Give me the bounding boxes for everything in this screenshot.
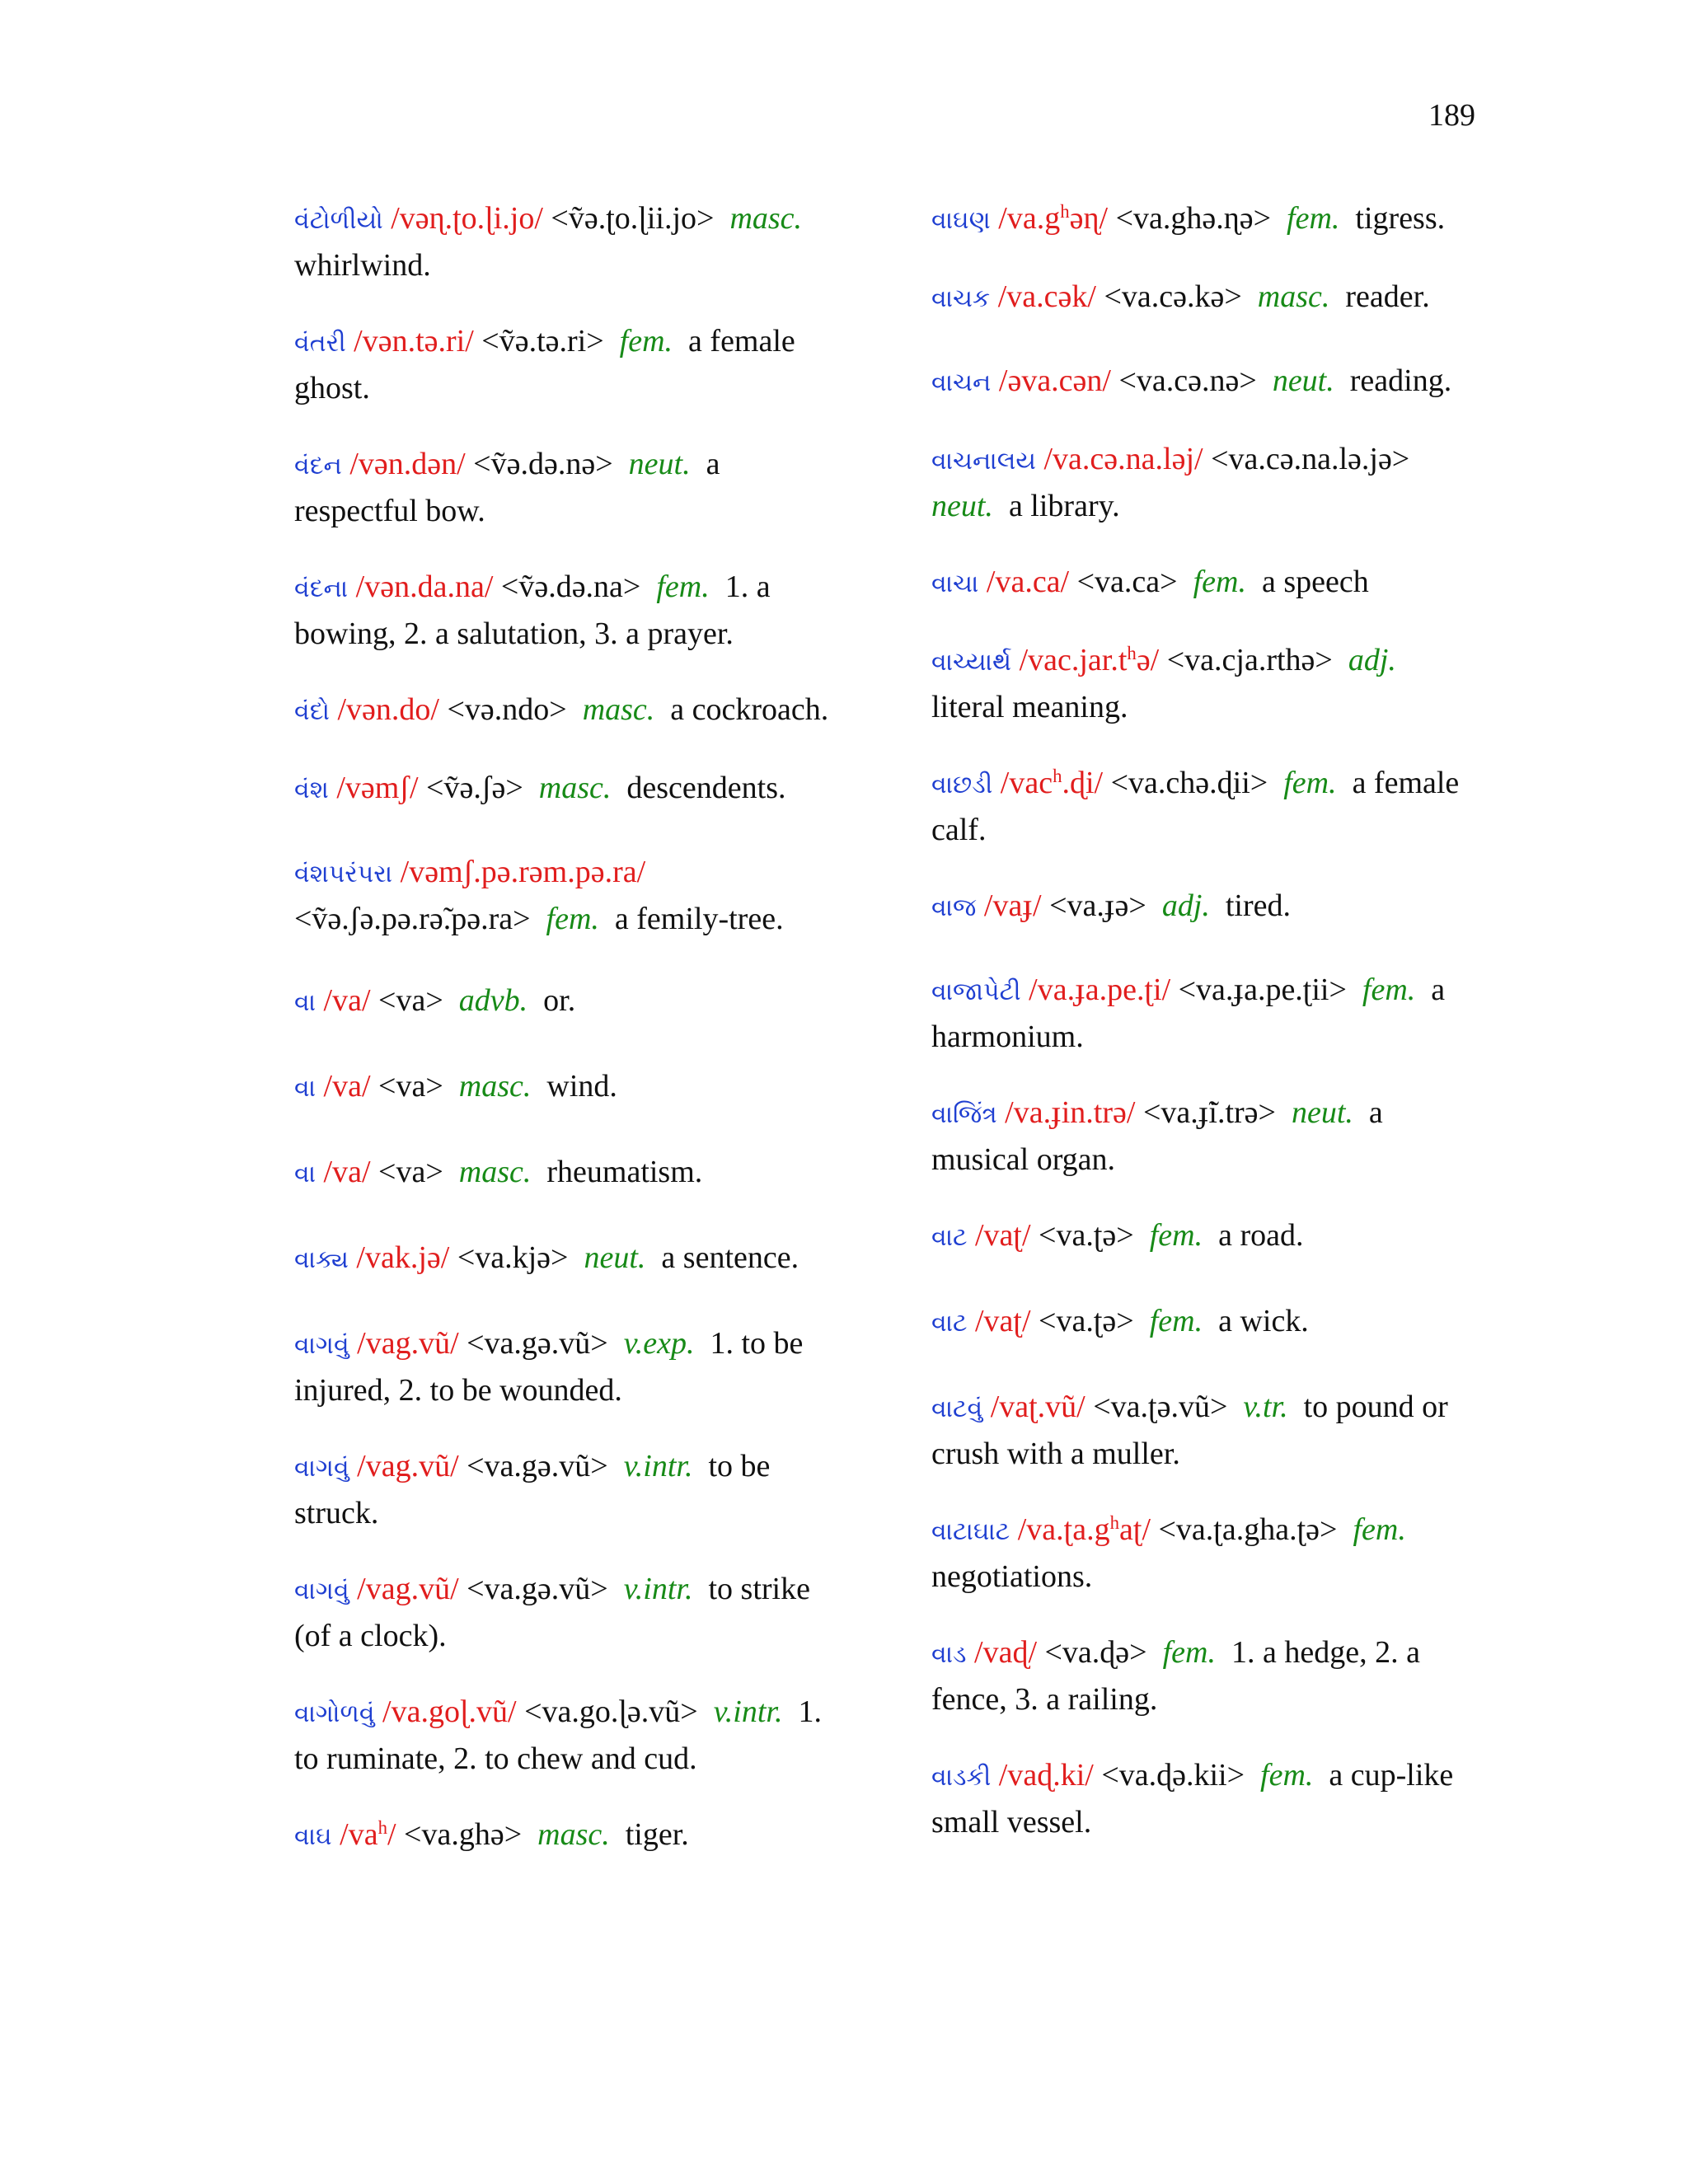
ipa-transcription	[357, 1572, 458, 1606]
dictionary-entry	[294, 1235, 842, 1282]
orthographic-form: <va>	[378, 1069, 443, 1104]
part-of-speech: fem.	[1193, 565, 1246, 599]
part-of-speech: neut.	[1291, 1095, 1353, 1130]
orthographic-form: <ṽə.ʃə>	[426, 771, 523, 805]
ipa-segment: /vag.vũ/	[357, 1449, 459, 1483]
part-of-speech: advb.	[458, 983, 528, 1018]
orthographic-form: <va.gə.vũ>	[467, 1572, 608, 1606]
ipa-superscript: h	[1053, 766, 1062, 787]
definition: to strike (of a clock).	[294, 1572, 810, 1653]
ipa-segment: /vaɖ/	[974, 1635, 1037, 1670]
ipa-segment: /va.ɟa.pe.ʈi/	[1029, 972, 1171, 1007]
definition: a femily-tree.	[614, 902, 784, 936]
ipa-transcription	[401, 855, 646, 889]
dictionary-entry	[294, 1812, 842, 1859]
orthographic-form: <va>	[378, 1155, 443, 1189]
part-of-speech: masc.	[458, 1069, 532, 1104]
definition: a cockroach.	[670, 692, 829, 727]
orthographic-form: <va.ʈə>	[1039, 1218, 1134, 1253]
part-of-speech: neut.	[1272, 363, 1334, 398]
orthographic-form: <va.go.ɭə.vũ>	[524, 1694, 698, 1729]
definition: or.	[543, 983, 576, 1018]
headword: વાચન	[931, 369, 992, 396]
headword: વાડ	[931, 1641, 967, 1668]
dictionary-entry	[931, 560, 1479, 607]
definition: a library.	[1008, 489, 1120, 523]
dictionary-entry	[294, 1690, 842, 1781]
ipa-transcription	[1001, 766, 1103, 800]
headword: વંશપરંપરા	[294, 860, 393, 888]
ipa-transcription	[340, 1817, 396, 1852]
dictionary-entry	[294, 196, 842, 288]
ipa-superscript: h	[1060, 201, 1070, 223]
ipa-segment: /va.g	[998, 201, 1061, 236]
ipa-transcription	[324, 1155, 371, 1189]
headword: વાછડી	[931, 771, 993, 799]
ipa-segment: /vaɖ.ki/	[998, 1758, 1094, 1793]
dictionary-entry	[931, 437, 1479, 528]
ipa-segment: /vac.jar.t	[1019, 643, 1128, 677]
definition: a road.	[1218, 1218, 1304, 1253]
headword: વાટ	[931, 1224, 968, 1251]
definition: a female calf.	[931, 766, 1460, 847]
ipa-transcription	[324, 1069, 371, 1104]
headword: વંશ	[294, 776, 329, 804]
part-of-speech: fem.	[1287, 201, 1340, 236]
page-number: 189	[1428, 98, 1475, 133]
ipa-transcription	[337, 692, 438, 727]
dictionary-entry	[294, 1567, 842, 1658]
ipa-transcription	[998, 201, 1108, 236]
definition: a sentence.	[661, 1240, 799, 1275]
headword: વાગવું	[294, 1455, 349, 1482]
orthographic-form: <va>	[378, 983, 443, 1018]
definition: a cup-like small vessel.	[931, 1758, 1454, 1840]
orthographic-form: <va.ɟa.pe.ʈii>	[1178, 972, 1347, 1007]
dictionary-entry	[931, 1090, 1479, 1182]
ipa-superscript: h	[1127, 643, 1137, 664]
dictionary-entry	[931, 1630, 1479, 1722]
part-of-speech: v.tr.	[1243, 1390, 1288, 1424]
dictionary-entry	[931, 638, 1479, 729]
headword: વા	[294, 1160, 316, 1188]
ipa-transcription	[999, 1758, 1094, 1793]
definition: reading.	[1349, 363, 1452, 398]
ipa-segment: /vən.do/	[337, 692, 439, 727]
ipa-transcription	[391, 201, 543, 236]
part-of-speech: fem.	[1162, 1635, 1216, 1670]
headword: વાજ	[931, 894, 977, 921]
headword: વાટવું	[931, 1395, 983, 1422]
dictionary-entry	[931, 968, 1479, 1059]
headword: વાગોળવું	[294, 1700, 375, 1727]
orthographic-form: <va.ca>	[1076, 565, 1178, 599]
orthographic-form: <va.gə.vũ>	[467, 1326, 608, 1361]
headword: વાક્ય	[294, 1246, 349, 1273]
ipa-transcription	[975, 1304, 1031, 1338]
headword: વાટ	[931, 1310, 968, 1337]
ipa-transcription	[336, 771, 418, 805]
dictionary-entry	[294, 565, 842, 656]
part-of-speech: masc.	[538, 771, 612, 805]
ipa-segment: /va/	[323, 983, 371, 1018]
ipa-segment: /va.goɭ.vũ/	[382, 1694, 517, 1729]
dictionary-entry	[294, 1064, 842, 1111]
ipa-segment: /va.ca/	[986, 565, 1070, 599]
ipa-transcription	[357, 1449, 458, 1483]
ipa-segment: /vag.vũ/	[357, 1572, 459, 1606]
definition: 1. a bowing, 2. a salutation, 3. a prayer.	[294, 569, 771, 651]
ipa-segment: /va.cək/	[997, 279, 1096, 314]
orthographic-form: <ṽə.də.na>	[500, 569, 641, 604]
definition: negotiations.	[931, 1559, 1093, 1594]
part-of-speech: adj.	[1161, 888, 1210, 923]
dictionary-entry	[294, 978, 842, 1025]
ipa-segment: /va.ɟin.trə/	[1005, 1095, 1136, 1130]
definition: to pound or crush with a muller.	[931, 1390, 1448, 1471]
dictionary-entry	[294, 766, 842, 813]
part-of-speech: masc.	[582, 692, 655, 727]
dictionary-entry	[294, 1150, 842, 1197]
dictionary-entry	[931, 1299, 1479, 1346]
ipa-segment: /vəmʃ/	[336, 771, 419, 805]
dictionary-entry	[931, 274, 1479, 321]
dictionary-entry	[931, 1213, 1479, 1260]
definition: to be struck.	[294, 1449, 771, 1530]
ipa-segment: /vac	[1000, 766, 1053, 800]
headword: વંદન	[294, 452, 342, 480]
ipa-superscript: h	[1109, 1512, 1120, 1534]
ipa-transcription	[984, 888, 1042, 923]
ipa-transcription	[356, 1240, 449, 1275]
orthographic-form: <ṽə.tə.ri>	[481, 324, 604, 359]
orthographic-form: <ṽə.də.nə>	[473, 447, 613, 481]
definition: tigress.	[1355, 201, 1446, 236]
orthographic-form: <va.ɖə>	[1044, 1635, 1147, 1670]
ipa-transcription	[999, 363, 1111, 398]
dictionary-entry	[294, 850, 842, 941]
part-of-speech: neut.	[584, 1240, 646, 1275]
ipa-transcription	[356, 569, 494, 604]
ipa-segment: /vag.vũ/	[357, 1326, 459, 1361]
ipa-segment: /va	[340, 1817, 378, 1852]
ipa-transcription	[382, 1694, 517, 1729]
dictionary-entry	[931, 883, 1479, 930]
definition: rheumatism.	[546, 1155, 703, 1189]
headword: વાચા	[931, 570, 979, 598]
definition: wind.	[546, 1069, 617, 1104]
dictionary-entry	[931, 196, 1479, 243]
ipa-segment: /vən.tə.ri/	[354, 324, 474, 359]
definition: tired.	[1225, 888, 1292, 923]
ipa-segment: /vaɟ/	[983, 888, 1042, 923]
ipa-segment: əɳ/	[1069, 201, 1109, 236]
orthographic-form: <va.ʈa.gha.ʈə>	[1158, 1512, 1338, 1547]
part-of-speech: v.intr.	[623, 1449, 693, 1483]
part-of-speech: v.exp.	[623, 1326, 695, 1361]
part-of-speech: fem.	[546, 902, 599, 936]
headword: વાટાઘાટ	[931, 1518, 1010, 1545]
part-of-speech: fem.	[1283, 766, 1337, 800]
part-of-speech: fem.	[1362, 972, 1416, 1007]
definition: a harmonium.	[931, 972, 1446, 1054]
ipa-segment: /va.ʈa.g	[1017, 1512, 1110, 1547]
orthographic-form: <va.ʈə>	[1039, 1304, 1134, 1338]
orthographic-form: <va.ɟə>	[1049, 888, 1146, 923]
ipa-segment: /vaʈ/	[975, 1304, 1031, 1338]
ipa-segment: /	[387, 1817, 396, 1852]
headword: વા	[294, 989, 316, 1016]
ipa-segment: /əva.cən/	[998, 363, 1111, 398]
definition: a respectful bow.	[294, 447, 720, 528]
right-column	[931, 196, 1479, 1844]
orthographic-form: <va.ɟ̃i.trə>	[1142, 1095, 1276, 1130]
headword: વંદના	[294, 575, 349, 602]
orthographic-form: <va.kjə>	[457, 1240, 569, 1275]
part-of-speech: masc.	[458, 1155, 532, 1189]
ipa-transcription	[324, 983, 371, 1018]
orthographic-form: <va.cja.rthə>	[1166, 643, 1333, 677]
dictionary-entry	[931, 1385, 1479, 1476]
part-of-speech: v.intr.	[713, 1694, 783, 1729]
part-of-speech: fem.	[619, 324, 673, 359]
ipa-segment: /vaʈ.vũ/	[990, 1390, 1085, 1424]
ipa-segment: /vaʈ/	[975, 1218, 1031, 1253]
ipa-transcription	[974, 1635, 1037, 1670]
headword: વાગવું	[294, 1577, 349, 1605]
part-of-speech: fem.	[1149, 1304, 1203, 1338]
definition: tiger.	[625, 1817, 689, 1852]
part-of-speech: fem.	[1260, 1758, 1314, 1793]
dictionary-entry	[294, 1444, 842, 1535]
headword: વાચનાલય	[931, 448, 1036, 475]
orthographic-form: <va.cə.kə>	[1104, 279, 1242, 314]
headword: વંદો	[294, 698, 330, 725]
headword: વંટોળીયો	[294, 207, 383, 234]
orthographic-form: <və.ndo>	[447, 692, 567, 727]
ipa-transcription	[349, 447, 465, 481]
ipa-segment: .ɖi/	[1062, 766, 1104, 800]
dictionary-entry	[294, 687, 842, 734]
ipa-segment: /va/	[323, 1069, 371, 1104]
definition: 1. to be injured, 2. to be wounded.	[294, 1326, 804, 1408]
ipa-transcription	[998, 279, 1096, 314]
headword: વા	[294, 1075, 316, 1102]
part-of-speech: v.intr.	[623, 1572, 693, 1606]
part-of-speech: fem.	[1353, 1512, 1406, 1547]
ipa-transcription	[987, 565, 1069, 599]
part-of-speech: adj.	[1348, 643, 1396, 677]
headword: વાગવું	[294, 1332, 349, 1359]
ipa-segment: ə/	[1136, 643, 1160, 677]
ipa-segment: /vən.dən/	[349, 447, 466, 481]
dictionary-entry	[931, 1507, 1479, 1599]
part-of-speech: fem.	[656, 569, 710, 604]
orthographic-form: <va.gə.vũ>	[467, 1449, 608, 1483]
dictionary-entry	[294, 1321, 842, 1413]
definition: a wick.	[1218, 1304, 1309, 1338]
ipa-transcription	[357, 1326, 458, 1361]
ipa-transcription	[1020, 643, 1160, 677]
part-of-speech: masc.	[537, 1817, 610, 1852]
definition: 1. to ruminate, 2. to chew and cud.	[294, 1694, 822, 1776]
definition: a musical organ.	[931, 1095, 1383, 1177]
part-of-speech: masc.	[1257, 279, 1330, 314]
part-of-speech: neut.	[931, 489, 993, 523]
ipa-transcription	[975, 1218, 1031, 1253]
ipa-transcription	[1044, 442, 1203, 476]
ipa-segment: /vəmʃ.pə.rəm.pə.ra/	[400, 855, 646, 889]
orthographic-form: <va.cə.nə>	[1118, 363, 1257, 398]
dictionary-entry	[931, 1753, 1479, 1844]
ipa-segment: /vak.jə/	[356, 1240, 450, 1275]
headword: વાજિંત્ર	[931, 1101, 997, 1128]
part-of-speech: neut.	[628, 447, 691, 481]
dictionary-entry	[294, 319, 842, 410]
dictionary-entry	[931, 359, 1479, 405]
orthographic-form: <ṽə.ʃə.pə.rə̃.pə.ra>	[294, 902, 531, 936]
ipa-transcription	[1029, 972, 1170, 1007]
orthographic-form: <va.ghə.ɳə>	[1115, 201, 1272, 236]
orthographic-form: <va.cə.na.lə.jə>	[1211, 442, 1410, 476]
headword: વાડકી	[931, 1764, 992, 1791]
ipa-transcription	[354, 324, 474, 359]
orthographic-form: <va.ɖə.kii>	[1101, 1758, 1245, 1793]
left-column	[294, 196, 842, 1859]
dictionary-entry	[931, 761, 1479, 852]
definition: descendents.	[626, 771, 786, 805]
ipa-segment: /vəɳ.ʈo.ɭi.jo/	[391, 201, 543, 236]
part-of-speech: masc.	[729, 201, 803, 236]
headword: વાઘ	[294, 1823, 332, 1850]
ipa-superscript: h	[377, 1817, 387, 1839]
orthographic-form: <va.ʈə.vũ>	[1093, 1390, 1228, 1424]
orthographic-form: <va.ghə>	[404, 1817, 523, 1852]
ipa-transcription	[1018, 1512, 1151, 1547]
ipa-transcription	[1005, 1095, 1135, 1130]
definition: a female ghost.	[294, 324, 795, 405]
definition: reader.	[1345, 279, 1430, 314]
definition: a speech	[1261, 565, 1369, 599]
ipa-segment: /va/	[323, 1155, 371, 1189]
orthographic-form: <va.chə.ɖii>	[1110, 766, 1268, 800]
definition: 1. a hedge, 2. a fence, 3. a railing.	[931, 1635, 1420, 1717]
headword: વાચક	[931, 285, 991, 312]
ipa-segment: /vən.da.na/	[355, 569, 494, 604]
headword: વંતરી	[294, 330, 346, 357]
ipa-segment: /va.cə.na.ləj/	[1043, 442, 1203, 476]
headword: વાઘણ	[931, 207, 991, 234]
definition: literal meaning.	[931, 690, 1128, 724]
dictionary-entry	[294, 442, 842, 533]
part-of-speech: fem.	[1149, 1218, 1203, 1253]
definition: whirlwind.	[294, 248, 431, 283]
orthographic-form: <ṽə.ʈo.ɭii.jo>	[551, 201, 715, 236]
ipa-segment: aʈ/	[1119, 1512, 1151, 1547]
headword: વાચ્યાર્થ	[931, 649, 1012, 676]
ipa-transcription	[991, 1390, 1085, 1424]
headword: વાજાપેટી	[931, 978, 1021, 1005]
